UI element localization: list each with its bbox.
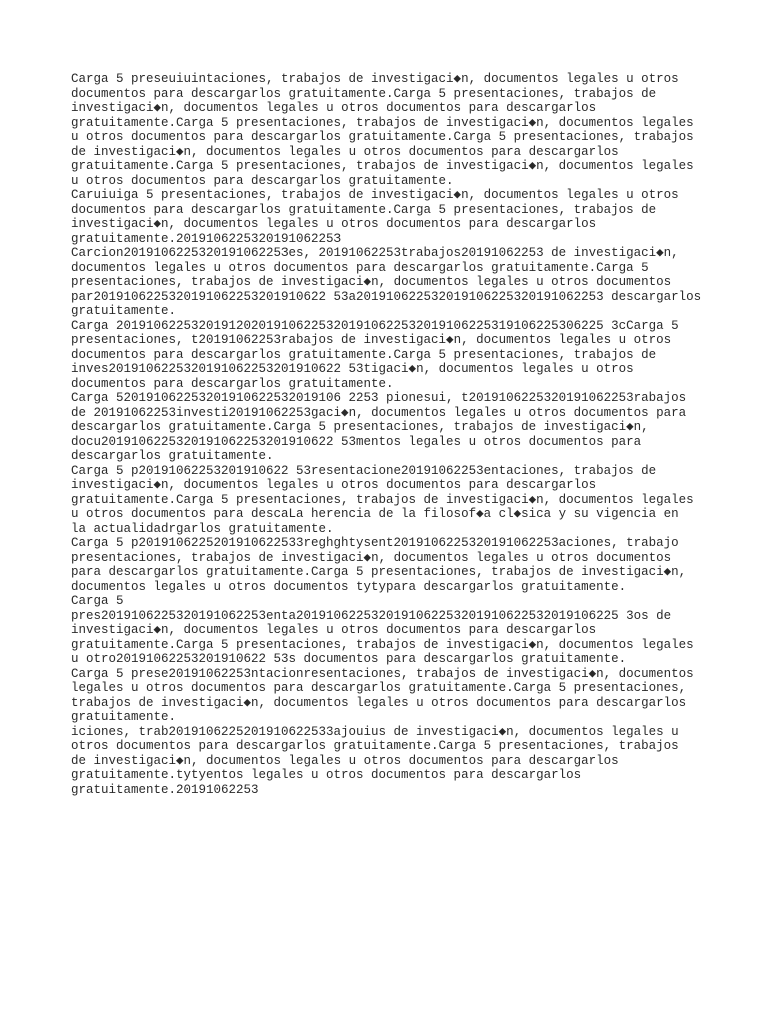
text-line: presentaciones, trabajos de investigaci◆n, documentos legales u otros documentos — [71, 550, 672, 565]
text-line: investigaci◆n, documentos legales u otros documentos para descargarlos — [71, 217, 597, 231]
text-line: presentaciones, t20191062253rabajos de investigaci◆n, documentos legales u otros — [71, 333, 672, 347]
text-line: trabajos de investigaci◆n, documentos legales u otros documentos para descargarlos — [71, 695, 687, 710]
text-line: Caruiuiga 5 presentaciones, trabajos de investigaci◆n, documentos legales u otros — [71, 188, 679, 202]
text-line: gratuitamente.tytyentos legales u otros documentos para descargarlos — [71, 768, 582, 782]
text-line: descargarlos gratuitamente.Carga 5 presentaciones, trabajos de investigaci◆n, — [71, 420, 649, 434]
text-line: inves2019106225320191062253201910622 53tigaci◆n, documentos legales u otros — [71, 362, 634, 376]
text-line: descargarlos gratuitamente. — [71, 449, 274, 463]
text-line: la actualidadrgarlos gratuitamente. — [71, 521, 334, 536]
text-line: gratuitamente.Carga 5 presentaciones, trabajos de investigaci◆n, documentos legales — [71, 159, 694, 173]
text-line: gratuitamente.20191062253 — [71, 782, 259, 797]
text-line: investigaci◆n, documentos legales u otros documentos para descargarlos — [71, 101, 597, 115]
text-line: Carga 5 p20191062253201910622 53resentacione20191062253entaciones, trabajos de — [71, 463, 657, 478]
text-line: u otros documentos para descaLa herencia de la filosof◆a cl◆sica y su vigencia en — [71, 507, 679, 521]
text-line: u otros documentos para descargarlos gratuitamente. — [71, 173, 454, 188]
text-line: u otros documentos para descargarlos gratuitamente.Carga 5 presentaciones, trabajos — [71, 130, 694, 144]
text-line: gratuitamente.Carga 5 presentaciones, trabajos de investigaci◆n, documentos legales — [71, 115, 694, 130]
text-line: Carga 5 prese20191062253ntacionresentaciones, trabajos de investigaci◆n, documentos — [71, 666, 694, 681]
text-line: investigaci◆n, documentos legales u otros documentos para descargarlos — [71, 478, 597, 492]
text-line: gratuitamente.Carga 5 presentaciones, trabajos de investigaci◆n, documentos legales — [71, 492, 694, 507]
text-line: docu2019106225320191062253201910622 53mentos legales u otros documentos para — [71, 434, 642, 449]
text-line: Carcion201910622532019106225Зes, 20191062253trabajos20191062253 de investigaci◆n, — [71, 246, 679, 260]
text-line: documentos para descargarlos gratuitamente.Carga 5 presentaciones, trabajos de — [71, 347, 657, 362]
text-line: documentos para descargarlos gratuitamente. — [71, 376, 394, 391]
text-line: Carga 520191062253201910622532019106 2253 pionesui, t2019106225320191062253rabajos — [71, 391, 687, 405]
document-body-text — [71, 72, 701, 797]
text-line: documentos para descargarlos gratuitamente.Carga 5 presentaciones, trabajos de — [71, 86, 657, 101]
text-line: de 20191062253investi20191062253gaci◆n, documentos legales u otros documentos para — [71, 405, 687, 420]
text-line: par2019106225320191062253201910622 53a201910622532019106225320191062253 descargarlos — [71, 289, 702, 304]
text-line: gratuitamente.201910622532019106225З — [71, 231, 342, 246]
text-line: gratuitamente. — [71, 710, 177, 724]
text-line: de investigaci◆n, documentos legales u otros documentos para descargarlos — [71, 144, 619, 159]
text-line: legales u otros documentos para descargarlos gratuitamente.Carga 5 presentaciones, — [71, 681, 687, 695]
text-line: de investigaci◆n, documentos legales u otros documentos para descargarlos — [71, 753, 619, 768]
text-line: Carga 5 p2019106225201910622533reghghtysent2019106225320191062253aciones, trabajo — [71, 536, 679, 550]
text-line: Carga 5 preseuiuintaciones, trabajos de investigaci◆n, documentos legales u otros — [71, 72, 679, 86]
text-line: presentaciones, trabajos de investigaci◆n, documentos legales u otros documentos — [71, 275, 672, 289]
text-line: Carga 5 — [71, 594, 124, 608]
text-line: otros documentos para descargarlos gratuitamente.Carga 5 presentaciones, trabajos — [71, 739, 679, 753]
text-line: u otro20191062253201910622 53s documentos para descargarlos gratuitamente. — [71, 652, 627, 666]
text-line: para descargarlos gratuitamente.Carga 5 presentaciones, trabajos de investigaci◆n, — [71, 565, 687, 579]
text-line: gratuitamente.Carga 5 presentaciones, trabajos de investigaci◆n, documentos legales — [71, 637, 694, 652]
text-line: iciones, trab2019106225201910622533ajouius de investigaci◆n, documentos legales u — [71, 724, 679, 739]
text-line: pres2019106225320191062253enta2019106225320191062253201910622532019106225 3os de — [71, 608, 672, 623]
text-line: Carga 20191062253201912020191062253201910622532019106225319106225306225 3cCarga 5 — [71, 318, 679, 333]
text-line: documentos legales u otros documentos para descargarlos gratuitamente.Carga 5 — [71, 260, 649, 275]
text-line: investigaci◆n, documentos legales u otros documentos para descargarlos — [71, 623, 597, 637]
text-line: gratuitamente. — [71, 304, 177, 318]
text-line: documentos legales u otros documentos tytypara descargarlos gratuitamente. — [71, 579, 627, 594]
text-line: documentos para descargarlos gratuitamente.Carga 5 presentaciones, trabajos de — [71, 202, 657, 217]
